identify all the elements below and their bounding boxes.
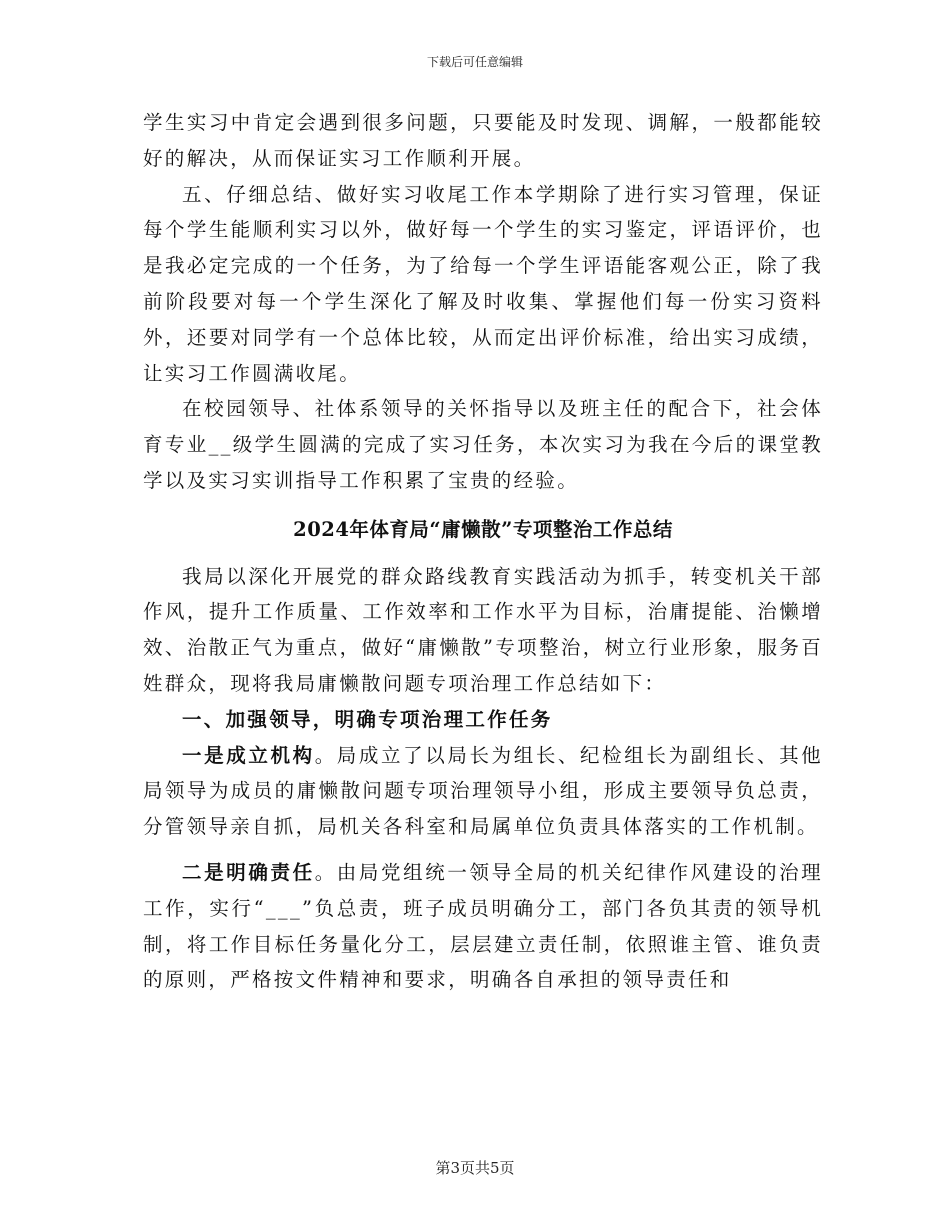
paragraph-continuation: 学生实习中肯定会遇到很多问题，只要能及时发现、调解，一般都能较好的解决，从而保证实习工作顺利开展。 — [143, 111, 823, 170]
paragraph-clarify-responsibility — [143, 855, 823, 998]
paragraph-body-text: 。由局党组统一领导全局的机关纪律作风建设的治理工作，实行“___”负总责，班子成员明确分工，部门各负其责的领导机制，将工作目标任务量化分工，层层建立责任制，依照谁主管、谁负责的原则，严格按文件精神和要求，明确各自承担的领导责任和 — [143, 860, 823, 992]
paragraph-lead-text: 一是成立机构 — [182, 743, 315, 767]
page-number-footer: 第3页共5页 — [435, 1159, 515, 1177]
paragraph-summary-point-five: 五、仔细总结、做好实习收尾工作本学期除了进行实习管理，保证每个学生能顺利实习以外，做好每一个学生的实习鉴定，评语评价，也是我必定完成的一个任务，为了给每一个学生评语能客观公正，除了我前阶段要对每一个学生深化了解及时收集、掌握他们每一份实习资料外，还要对同学有一个总体比较，从而定出评价标准，给出实习成绩，让实习工作圆满收尾。 — [143, 182, 823, 385]
paragraph-lead-text: 二是明确责任 — [182, 860, 315, 884]
paragraph-closing: 在校园领导、社体系领导的关怀指导以及班主任的配合下，社会体育专业__级学生圆满的完成了实习任务，本次实习为我在今后的课堂教学以及实习实训指导工作积累了宝贵的经验。 — [143, 397, 823, 492]
section-heading-1: 一、加强领导，明确专项治理工作任务 — [182, 707, 553, 731]
page-header: 下载后可任意编辑 — [426, 55, 523, 69]
paragraph-body-text: 。局成立了以局长为组长、纪检组长为副组长、其他局领导为成员的庸懒散问题专项治理领导小组，形成主要领导负总责，分管领导亲自抓，局机关各科室和局属单位负责具体落实的工作机制。 — [143, 743, 823, 839]
document-body — [143, 105, 823, 998]
paragraph-intro: 我局以深化开展党的群众路线教育实践活动为抓手，转变机关干部作风，提升工作质量、工作效率和工作水平为目标，治庸提能、治懒增效、治散正气为重点，做好“庸懒散”专项整治，树立行业形象，服务百姓群众，现将我局庸懒散问题专项治理工作总结如下： — [143, 564, 823, 695]
document-title: 2024年体育局“庸懒散”专项整治工作总结 — [293, 517, 673, 541]
paragraph-establish-organization — [143, 738, 823, 845]
